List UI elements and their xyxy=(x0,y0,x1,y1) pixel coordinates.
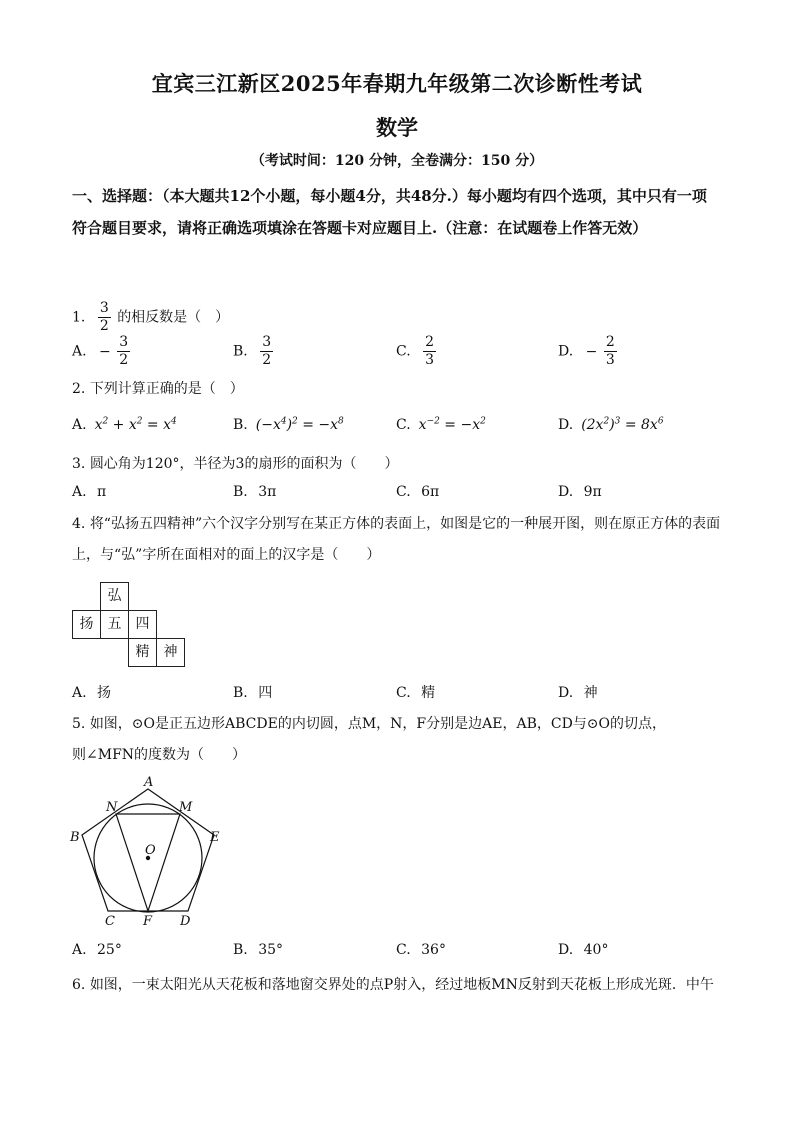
question-stem: 圆心角为120°，半径为3的扇形的面积为（ ） xyxy=(89,456,399,472)
q3-option-b: B. 3π xyxy=(233,484,277,500)
label-M: M xyxy=(179,800,193,815)
fraction: $\frac{3}{2}$ xyxy=(119,334,129,368)
label-A: A xyxy=(144,775,154,790)
q4-option-b: B. 四 xyxy=(233,685,273,701)
question-6 xyxy=(72,974,714,994)
label-N: N xyxy=(106,800,118,815)
q5-option-b: B. 35° xyxy=(233,942,284,958)
q1-option-c: C. $\frac{2}{3}$ xyxy=(396,334,435,368)
cube-net-figure xyxy=(72,582,192,666)
question-number: 2. xyxy=(72,381,86,397)
question-5 xyxy=(72,713,666,733)
section-instructions: 一、选择题：（本大题共12个小题，每小题4分，共48分.）每小题均有四个选项，其中只有一项符合题目要求，请将正确选项填涂在答题卡对应题目上.（注意：在试题卷上作答无效） xyxy=(72,187,707,237)
label-E: E xyxy=(210,830,220,845)
q1-option-a: A. − $\frac{3}{2}$ xyxy=(72,334,129,368)
q2-option-d: D. $(2x^2)^3 = 8x^6$ xyxy=(558,416,664,433)
question-number: 1. xyxy=(72,309,86,326)
q3-option-c: C. 6π xyxy=(396,484,440,500)
fraction: $\frac{2}{3}$ xyxy=(605,334,615,368)
question-5-line2: 则∠MFN的度数为（ ） xyxy=(72,747,247,763)
question-number: 3. xyxy=(72,456,86,472)
net-cell: 扬 xyxy=(72,610,101,639)
q4-option-d: D. 神 xyxy=(558,685,598,701)
label-D: D xyxy=(180,914,191,929)
q3-option-d: D. 9π xyxy=(558,484,602,500)
label-O: O xyxy=(145,843,156,858)
q1-option-b: B. $\frac{3}{2}$ xyxy=(233,334,272,368)
question-number: 5. xyxy=(72,716,86,732)
q2-option-a: A. $x^2 + x^2 = x^4$ xyxy=(72,416,177,433)
label-C: C xyxy=(105,914,115,929)
net-cell: 神 xyxy=(156,638,185,667)
question-stem: 下列计算正确的是（ ） xyxy=(89,381,244,397)
net-cell: 精 xyxy=(128,638,157,667)
net-cell: 弘 xyxy=(100,582,129,611)
q5-option-d: D. 40° xyxy=(558,942,609,958)
question-3 xyxy=(72,453,398,473)
question-number: 4. xyxy=(72,516,86,532)
question-4 xyxy=(72,509,722,571)
exam-title: 宜宾三江新区2025年春期九年级第二次诊断性考试 xyxy=(151,71,643,96)
exam-info: （考试时间：120 分钟，全卷满分：150 分） xyxy=(250,153,544,169)
q1-option-d: D. − $\frac{2}{3}$ xyxy=(558,334,615,368)
q3-option-a: A. π xyxy=(72,484,107,500)
net-cell: 五 xyxy=(100,610,129,639)
q2-option-c: C. $x^{-2} = -x^2$ xyxy=(396,416,486,433)
q2-option-b: B. $(-x^4)^2 = -x^8$ xyxy=(233,416,344,433)
q4-option-c: C. 精 xyxy=(396,685,436,701)
net-cell: 四 xyxy=(128,610,157,639)
question-stem: 如图，一束太阳光从天花板和落地窗交界处的点P射入，经过地板MN反射到天花板上形成光斑．中午 xyxy=(89,977,714,993)
question-stem: 的相反数是（ ） xyxy=(117,309,230,326)
fraction: $\frac{3}{2}$ xyxy=(262,334,272,368)
question-stem: 将“弘扬五四精神”六个汉字分别写在某正方体的表面上，如图是它的一种展开图，则在原正方体的表面上，与“弘”字所在面相对的面上的汉字是（ ） xyxy=(72,516,721,563)
q4-option-a: A. 扬 xyxy=(72,685,112,701)
subject-title: 数学 xyxy=(376,115,418,140)
question-2 xyxy=(72,378,244,398)
pentagon-incircle-figure xyxy=(68,775,228,930)
label-F: F xyxy=(143,914,153,929)
question-stem: 如图，⊙O是正五边形ABCDE的内切圆，点M，N，F分别是边AE，AB，CD与⊙O的切点， xyxy=(89,716,667,732)
fraction: $\frac{2}{3}$ xyxy=(425,334,435,368)
q5-option-c: C. 36° xyxy=(396,942,446,958)
label-B: B xyxy=(70,830,80,845)
q5-option-a: A. 25° xyxy=(72,942,122,958)
triangle-mfn xyxy=(116,814,180,911)
question-number: 6. xyxy=(72,977,86,993)
fraction: $\frac{3}{2}$ xyxy=(99,300,109,334)
question-1 xyxy=(72,300,229,335)
